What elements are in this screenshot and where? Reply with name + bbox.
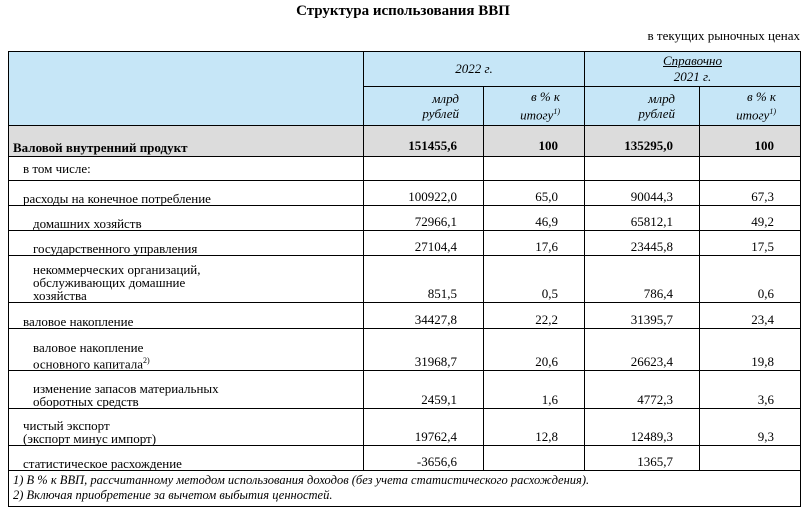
header-pct-2021: в % к итогу$^{1)}$	[700, 87, 801, 126]
table-row: валовое накопление основного капитала$^{2)}$ 31968,7 20,6 26623,4 19,8	[9, 329, 801, 371]
table-row: домашних хозяйств 72966,1 46,9 65812,1 49,2	[9, 206, 801, 231]
table-row: изменение запасов материальных оборотных средств 2459,1 1,6 4772,3 3,6	[9, 371, 801, 409]
header-pct-2022: в % к итогу$^{1)}$	[484, 87, 585, 126]
page-title: Структура использования ВВП	[296, 3, 510, 19]
table-row: в том числе:	[9, 157, 801, 181]
table-row: статистическое расхождение -3656,6 1365,7	[9, 446, 801, 471]
table-row: некоммерческих организаций, обслуживающих домашние хозяйства 851,5 0,5 786,4 0,6	[9, 256, 801, 303]
header-bln-2021: млрд рублей	[585, 87, 700, 126]
header-bln-2022: млрд рублей	[364, 87, 484, 126]
table-row: расходы на конечное потребление 100922,0 65,0 90044,3 67,3	[9, 181, 801, 206]
gdp-structure-table	[8, 51, 801, 507]
table-row: государственного управления 27104,4 17,6 23445,8 17,5	[9, 231, 801, 256]
header-row-years	[9, 52, 801, 87]
table-row: валовое накопление 34427,8 22,2 31395,7 23,4	[9, 303, 801, 329]
footnotes-row	[9, 471, 801, 507]
table-row: чистый экспорт (экспорт минус импорт) 19762,4 12,8 12489,3 9,3	[9, 409, 801, 446]
footnotes	[9, 471, 801, 507]
table-row: Валовой внутренний продукт 151455,6 100 135295,0 100	[9, 126, 801, 157]
header-corner	[9, 52, 364, 126]
footnote-1: 1) В % к ВВП, рассчитанному методом использования доходов (без учета статистического расхождения).	[13, 473, 590, 487]
header-year-2022: 2022 г.	[364, 52, 585, 87]
header-year-2021: Справочно 2021 г.	[585, 52, 801, 87]
units-note: в текущих рыночных ценах	[647, 28, 800, 43]
footnote-2: 2) Включая приобретение за вычетом выбытия ценностей.	[13, 488, 333, 502]
